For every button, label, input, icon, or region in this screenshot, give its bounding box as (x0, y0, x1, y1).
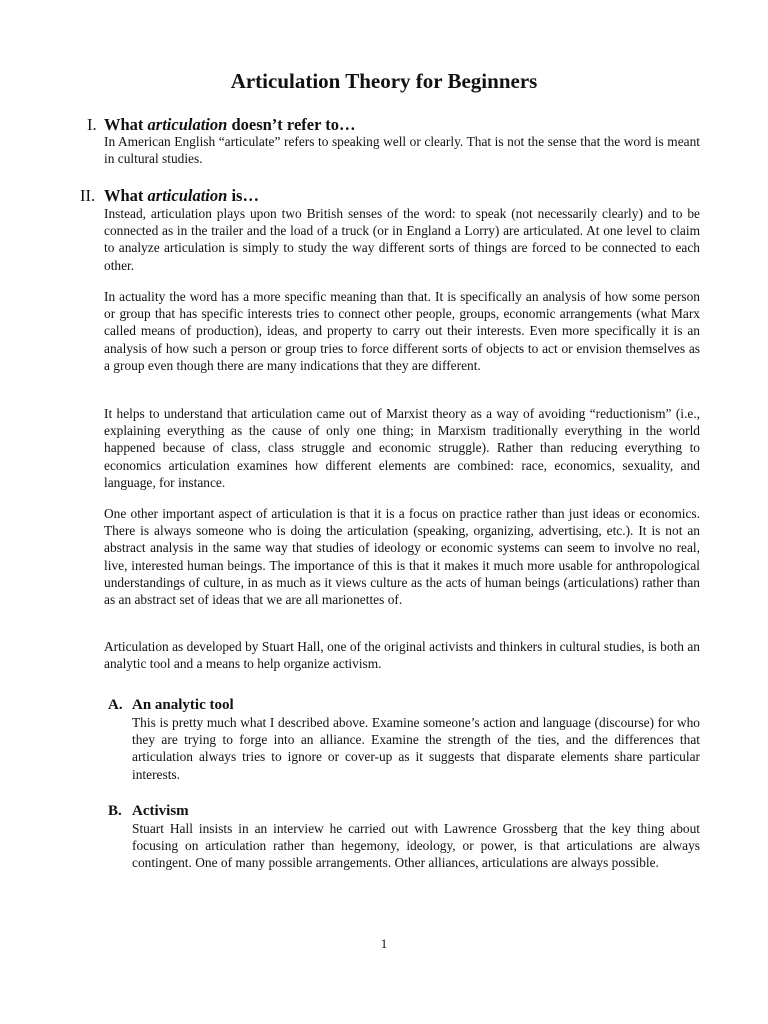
section-2-number: II. (80, 186, 96, 205)
subsection-b-letter: B. (108, 803, 122, 819)
section-1-heading (87, 115, 355, 135)
section-1-heading-pre: What (104, 115, 148, 134)
page-title: Articulation Theory for Beginners (230, 69, 538, 93)
section-2-paragraph-2: In actuality the word has a more specific meaning than that. It is specifically an analysis of how some person or group that has specific interests tries to connect other people, groups, economic arrangements (what Marx called means of production), ideas, and property to carry out their interests. Even more specifically it is an analysis of how such a person or group tries to force different sorts of objects to act or envision themselves as a group even though there are many indications that they are different. (104, 289, 700, 373)
subsection-b-title: Activism (132, 803, 189, 819)
subsection-a-heading (108, 696, 234, 715)
section-2-paragraph-4: One other important aspect of articulation is that it is a focus on practice rather than just ideas or economics. There is always someone who is doing the articulation (speaking, organizing, advertising, etc.). It is not an abstract analysis in the same way that studies of ideology or economic systems can seem to involve no real, live, interested human beings. The importance of this is that it makes it much more usable for anthropological understandings of culture, in as much as it views culture as the acts of human beings (articulations) rather than as an abstract set of ideas that we are all marionettes of. (104, 506, 700, 608)
section-2-paragraph-5: Articulation as developed by Stuart Hall, one of the original activists and thinkers in cultural studies, is both an analytic tool and a means to help organize activism. (104, 639, 700, 672)
section-2-heading-pre: What (104, 186, 148, 205)
subsection-b-heading (108, 802, 189, 821)
section-2-paragraph-3: It helps to understand that articulation came out of Marxist theory as a way of avoiding “reductionism” (i.e., explaining everything as the cause of only one thing; in Marxism traditionally everything in the world happened because of class, class struggle and economic struggle). Rather than reducing everything to economics articulation examines how different elements are combined: race, economics, sexuality, and language, for instance. (104, 406, 700, 490)
section-2-heading-em: articulation (147, 186, 228, 205)
page-number: 1 (380, 936, 388, 951)
section-1-heading-post: doesn’t refer to… (227, 115, 356, 134)
subsection-a-letter: A. (108, 697, 123, 713)
section-1-heading-em: articulation (147, 115, 228, 134)
section-2-heading (80, 186, 259, 206)
subsection-a-text: This is pretty much what I described above. Examine someone’s action and language (discourse) for who they are trying to forge into an alliance. Examine the strength of the ties, and the differences that articulation always tries to ignore or cover-up as it suggests that disparate elements share particular interests. (132, 715, 700, 782)
section-2-heading-post: is… (227, 186, 259, 205)
section-1-number: I. (87, 115, 97, 134)
subsection-a-title: An analytic tool (132, 697, 234, 713)
section-2-paragraph-1: Instead, articulation plays upon two British senses of the word: to speak (not necessarily clearly) and to be connected as in the trailer and the load of a truck (or in England a Lorry) are articulated. At one level to claim to analyze articulation is simply to study the way different sorts of things are forced to be connected to each other. (104, 206, 700, 273)
section-1-paragraph-1: In American English “articulate” refers to speaking well or clearly. That is not the sense that the word is meant in cultural studies. (104, 134, 700, 167)
subsection-b-text: Stuart Hall insists in an interview he carried out with Lawrence Grossberg that the key thing about focusing on articulation rather than hegemony, ideology, or power, is that articulations are always contingent. One of many possible arrangements. Other alliances, articulations are always possible. (132, 821, 700, 871)
